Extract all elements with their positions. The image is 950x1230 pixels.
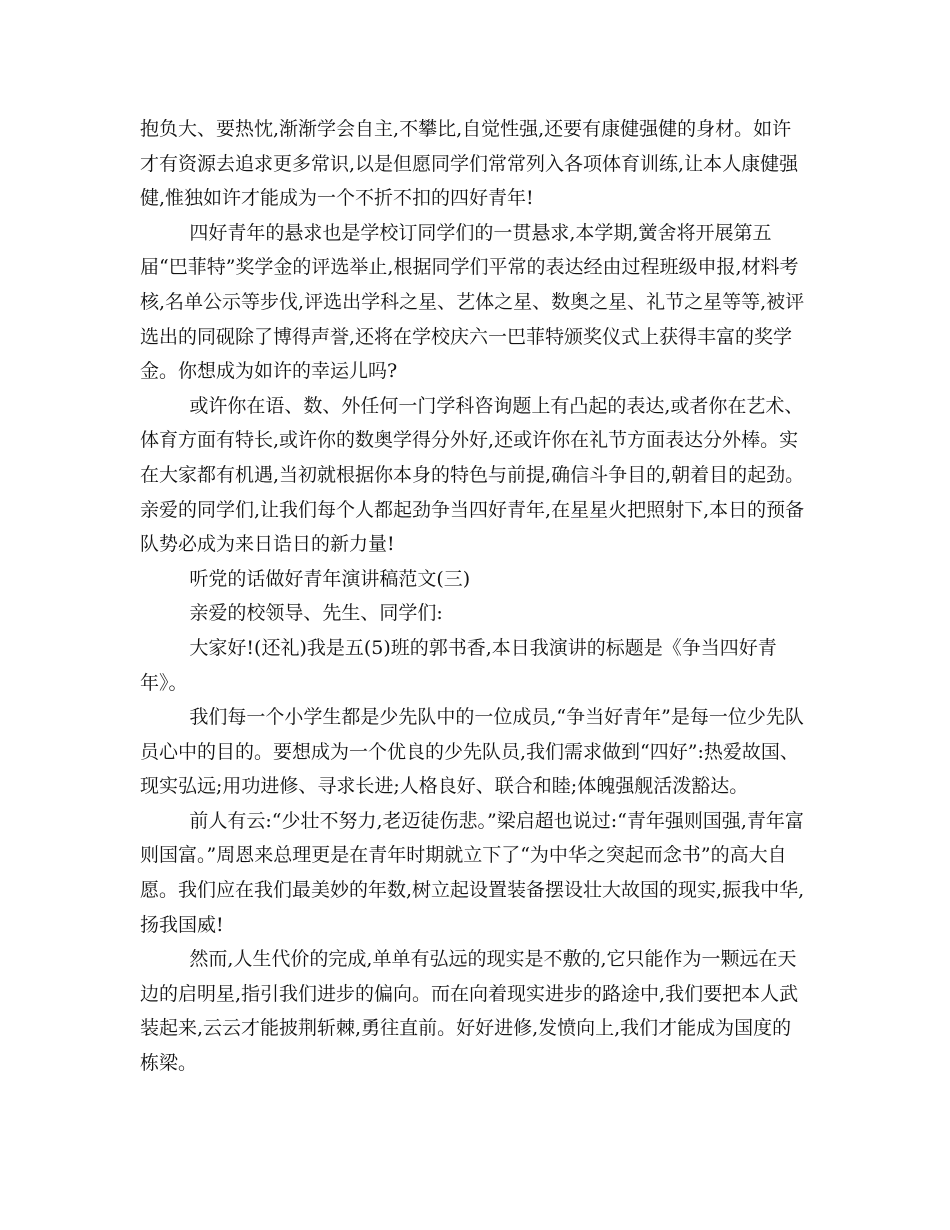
section-heading: 听党的话做好青年演讲稿范文(三) xyxy=(189,567,471,590)
paragraph: 前人有云:“少壮不努力,老迈徒伤悲。”梁启超也说过:“青年强则国强,青年富则国富。”周恩来总理更是在青年时期就立下了“为中华之突起而念书”的高大自愿。我们应在我们最美妙的年数,树立起设置装备摆设壮大故国的现实,振我中华,扬我国威! xyxy=(140,809,805,936)
paragraph-continued: 抱负大、要热忱,渐渐学会自主,不攀比,自觉性强,还要有康健强健的身材。如许才有资源去追求更多常识,以是但愿同学们常常列入各项体育训练,让本人康健强健,惟独如许才能成为一个不折不扣的四好青年! xyxy=(140,118,799,210)
paragraph: 我们每一个小学生都是少先队中的一位成员,“争当好青年”是每一位少先队员心中的目的。要想成为一个优良的少先队员,我们需求做到“四好”:热爱故国、现实弘远;用功进修、寻求长进;人格良好、联合和睦;体魄强舰活泼豁达。 xyxy=(140,706,804,798)
paragraph: 或许你在语、数、外任何一门学科咨询题上有凸起的表达,或者你在艺术、体育方面有特长,或许你的数奥学得分外好,还或许你在礼节方面表达分外棒。实在大家都有机遇,当初就根据你本身的特色与前提,确信斗争目的,朝着目的起劲。亲爱的同学们,让我们每个人都起劲争当四好青年,在星星火把照射下,本日的预备队势必成为来日诰日的新力量! xyxy=(140,394,805,556)
paragraph: 然而,人生代价的完成,单单有弘远的现实是不敷的,它只能作为一颗远在天边的启明星,指引我们进步的偏向。而在向着现实进步的路途中,我们要把本人武装起来,云云才能披荆斩棘,勇往直前。好好进修,发愤向上,我们才能成为国度的栋梁。 xyxy=(140,948,799,1075)
paragraph: 大家好!(还礼)我是五(5)班的郭书香,本日我演讲的标题是《争当四好青年》。 xyxy=(140,636,777,694)
paragraph: 四好青年的悬求也是学校订同学们的一贯悬求,本学期,黉舍将开展第五届“巴菲特”奖学金的评选举止,根据同学们平常的表达经由过程班级申报,材料考核,名单公示等步伐,评选出学科之星、艺体之星、数奥之星、礼节之星等等,被评选出的同砚除了博得声誉,还将在学校庆六一巴菲特颁奖仪式上获得丰富的奖学金。你想成为如许的幸运儿吗? xyxy=(140,221,805,383)
document-body xyxy=(140,112,810,1081)
salutation: 亲爱的校领导、先生、同学们: xyxy=(189,602,443,625)
